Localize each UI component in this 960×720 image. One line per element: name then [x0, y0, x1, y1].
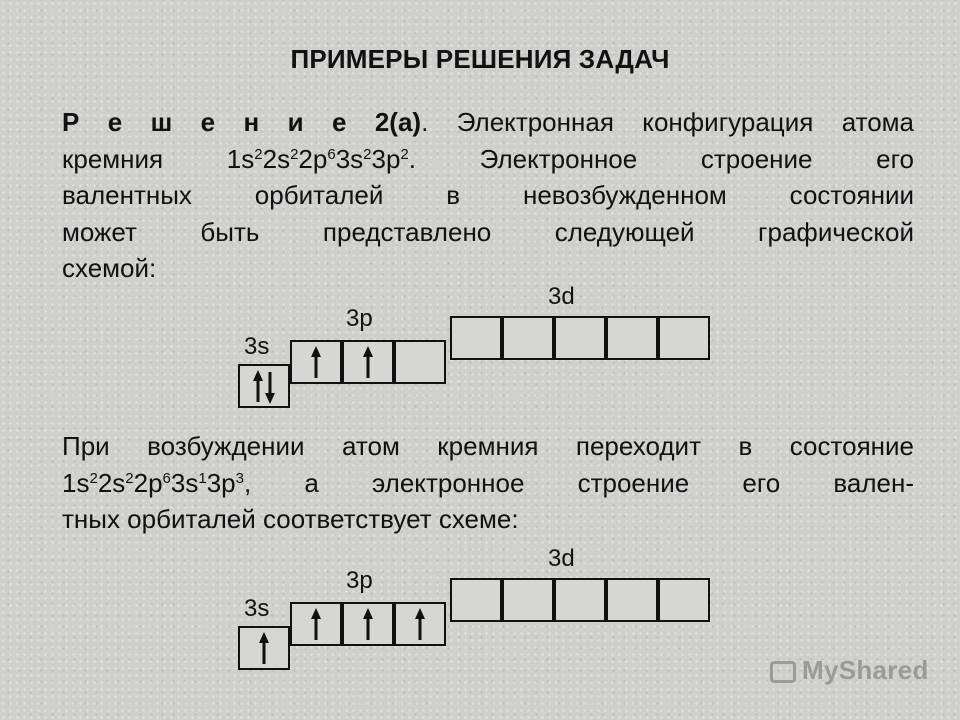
- config-exponent: 1: [198, 469, 207, 487]
- config-term: 3s: [335, 143, 364, 174]
- label-3p: 3p: [346, 567, 373, 594]
- paragraph-line: При возбуждении атом кремния переходит в состояние: [62, 431, 914, 461]
- excited-state-paragraph: [62, 428, 914, 538]
- orbital-box-3d: [450, 316, 502, 360]
- label-3p: 3p: [346, 305, 373, 332]
- config-term: 2p: [298, 143, 328, 174]
- orbital-box-3d: [554, 578, 606, 622]
- orbital-box-3d: [658, 316, 710, 360]
- electron-arrow-icon: [344, 604, 392, 644]
- config-exponent: 2: [89, 469, 98, 487]
- electron-arrow-icon: [240, 628, 288, 668]
- orbital-box-3p: [342, 340, 394, 384]
- paragraph-line: кремния $1s^22s^22p^63s^23p^2$. Электронное строение его: [62, 143, 914, 174]
- excited-state-config: [62, 468, 244, 498]
- config-exponent: 2: [125, 469, 134, 487]
- orbital-box-3d: [450, 578, 502, 622]
- config-exponent: 3: [235, 469, 244, 487]
- electron-arrow-icon: [240, 366, 288, 406]
- config-term: 2s: [262, 143, 291, 174]
- electron-arrow-icon: [292, 604, 340, 644]
- label-3d: 3d: [548, 545, 575, 572]
- config-term: 3p: [371, 143, 401, 174]
- config-exponent: 2: [290, 145, 299, 163]
- solution-label: Р е ш е н и е 2(а): [62, 107, 422, 137]
- paragraph-line: Р е ш е н и е 2(а). Электронная конфигурация атома: [62, 107, 914, 137]
- config-exponent: 2: [363, 145, 372, 163]
- ground-state-config: [227, 144, 409, 174]
- label-3s: 3s: [244, 333, 270, 360]
- orbital-box-3d: [502, 316, 554, 360]
- paragraph-line: тных орбиталей соответствует схеме:: [62, 504, 519, 534]
- orbital-box-3p: [394, 340, 446, 384]
- orbital-box-3d: [606, 316, 658, 360]
- config-term: 2p: [133, 467, 163, 498]
- orbital-box-3p: [290, 340, 342, 384]
- config-term: 2s: [97, 467, 126, 498]
- watermark-icon: [770, 661, 796, 683]
- orbital-box-3p: [290, 602, 342, 646]
- watermark: MyShared: [770, 655, 929, 686]
- orbital-box-3p: [342, 602, 394, 646]
- orbital-box-3s: [238, 626, 290, 670]
- paragraph-line: $1s^22s^22p^63s^13p^3$, а электронное строение его вален-: [62, 467, 914, 498]
- orbital-box-3d: [554, 316, 606, 360]
- config-term: 1s: [62, 467, 90, 498]
- orbital-box-3p: [394, 602, 446, 646]
- page-heading: ПРИМЕРЫ РЕШЕНИЯ ЗАДАЧ: [290, 44, 670, 74]
- config-exponent: 2: [254, 145, 263, 163]
- electron-arrow-icon: [344, 342, 392, 382]
- paragraph-line: схемой:: [62, 253, 157, 283]
- electron-arrow-icon: [396, 604, 444, 644]
- orbital-box-3d: [502, 578, 554, 622]
- config-term: 3p: [206, 467, 236, 498]
- label-3d: 3d: [548, 283, 575, 310]
- orbital-box-3d: [606, 578, 658, 622]
- orbital-box-3s: [238, 364, 290, 408]
- config-exponent: 6: [327, 145, 336, 163]
- config-exponent: 2: [400, 145, 409, 163]
- config-term: 3s: [170, 467, 199, 498]
- config-term: 1s: [226, 143, 255, 174]
- paragraph-line: может быть представлено следующей графической: [62, 216, 914, 247]
- electron-arrow-icon: [292, 342, 340, 382]
- solution-paragraph: [62, 104, 914, 287]
- orbital-box-3d: [658, 578, 710, 622]
- label-3s: 3s: [244, 595, 270, 622]
- paragraph-line: валентных орбиталей в невозбужденном состоянии: [62, 180, 914, 210]
- config-exponent: 6: [162, 469, 171, 487]
